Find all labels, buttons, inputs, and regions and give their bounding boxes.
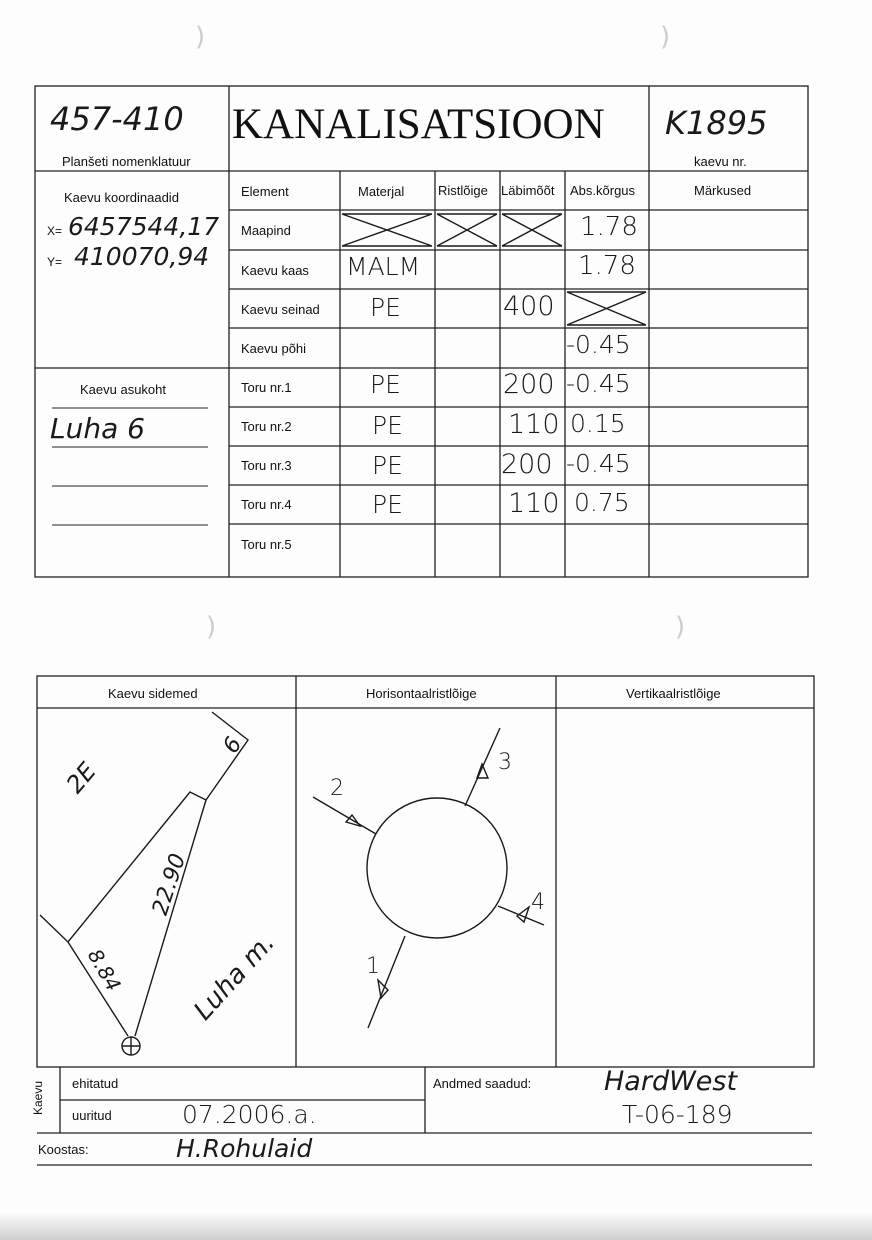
col-header-notes: Märkused — [694, 183, 752, 198]
coordinates-heading: Kaevu koordinaadid — [64, 190, 179, 205]
horizontal-section-heading: Horisontaalristlõige — [366, 686, 477, 701]
well-label: kaevu nr. — [694, 154, 747, 169]
location-value: Luha 6 — [50, 412, 145, 445]
author-label: Koostas: — [38, 1142, 89, 1157]
col-header-diameter: Läbimõõt — [501, 183, 555, 198]
cell-height-ground: 1.78 — [580, 212, 638, 242]
surveyed-date: 07.2006.a. — [182, 1100, 317, 1129]
row-label-walls: Kaevu seinad — [241, 302, 320, 317]
punch-hole-mark: ) — [206, 612, 217, 642]
sheet-number: 457-410 — [50, 100, 184, 138]
vertical-section-heading: Vertikaalristlõige — [626, 686, 721, 701]
row-label-pipe-5: Toru nr.5 — [241, 537, 292, 552]
punch-hole-mark: ) — [195, 22, 206, 52]
source-label: Andmed saadud: — [433, 1076, 532, 1091]
upper-form-grid — [0, 0, 872, 600]
row-label-pipe-3: Toru nr.3 — [241, 458, 292, 473]
ties-heading: Kaevu sidemed — [108, 686, 198, 701]
col-header-material: Materjal — [358, 184, 405, 199]
cell-material-pipe-1: PE — [370, 370, 401, 399]
x-prefix: X= — [47, 224, 63, 238]
cell-material-cover: MALM — [346, 252, 421, 281]
col-header-abs-height: Abs.kõrgus — [570, 183, 636, 198]
page-title: KANALISATSIOON — [232, 101, 605, 148]
street-name: Luha m. — [188, 927, 281, 1027]
cell-diameter-pipe-2: 110 — [508, 409, 560, 440]
well-number: K1895 — [665, 104, 768, 142]
source-company: HardWest — [604, 1066, 738, 1097]
cell-height-pipe-3: -0.45 — [566, 449, 631, 478]
row-label-bottom: Kaevu põhi — [241, 341, 307, 356]
cell-material-pipe-2: PE — [372, 411, 403, 440]
well-side-label: Kaevu — [31, 1080, 45, 1115]
pipe-label-1: 1 — [366, 954, 380, 979]
sketch-form-grid — [0, 660, 872, 1180]
cell-diameter-pipe-4: 110 — [508, 488, 560, 519]
cell-diameter-pipe-1: 200 — [503, 369, 555, 400]
author-name: H.Rohulaid — [176, 1134, 313, 1163]
cell-height-pipe-1: -0.45 — [566, 369, 631, 398]
pipe-label-3: 3 — [498, 750, 512, 775]
scan-bottom-edge — [0, 1212, 872, 1240]
tie-distance-short: 8.84 — [82, 944, 126, 996]
x-coordinate: 6457544,17 — [68, 212, 220, 241]
y-prefix: Y= — [47, 255, 63, 269]
sheet-label: Planšeti nomenklatuur — [62, 154, 191, 169]
tie-label-2e: 2E — [60, 757, 102, 799]
row-label-pipe-4: Toru nr.4 — [241, 497, 292, 512]
cell-height-pipe-4: 0.75 — [574, 488, 630, 517]
y-coordinate: 410070,94 — [74, 242, 210, 271]
row-label-pipe-1: Toru nr.1 — [241, 380, 292, 395]
tie-distance-long: 22.90 — [147, 850, 192, 919]
cell-material-walls: PE — [370, 293, 401, 322]
punch-hole-mark: ) — [660, 22, 671, 52]
row-label-cover: Kaevu kaas — [241, 263, 309, 278]
built-label: ehitatud — [72, 1076, 119, 1091]
pipe-label-4: 4 — [531, 890, 545, 915]
pipe-label-2: 2 — [330, 776, 344, 801]
tie-label-6: 6 — [218, 733, 248, 758]
cell-diameter-pipe-3: 200 — [501, 449, 553, 480]
cell-height-pipe-2: 0.15 — [570, 409, 626, 438]
cell-height-cover: 1.78 — [578, 251, 636, 281]
row-label-ground: Maapind — [241, 223, 291, 238]
col-header-cross-section: Ristlõige — [438, 183, 488, 198]
cell-diameter-walls: 400 — [503, 291, 555, 322]
row-label-pipe-2: Toru nr.2 — [241, 419, 292, 434]
col-header-element: Element — [241, 184, 289, 199]
cell-height-bottom: -0.45 — [566, 330, 631, 359]
location-heading: Kaevu asukoht — [80, 382, 167, 397]
cell-material-pipe-3: PE — [372, 451, 403, 480]
punch-hole-mark: ) — [675, 612, 686, 642]
cell-material-pipe-4: PE — [372, 490, 403, 519]
source-reference: T-06-189 — [622, 1100, 733, 1129]
surveyed-label: uuritud — [72, 1108, 112, 1123]
